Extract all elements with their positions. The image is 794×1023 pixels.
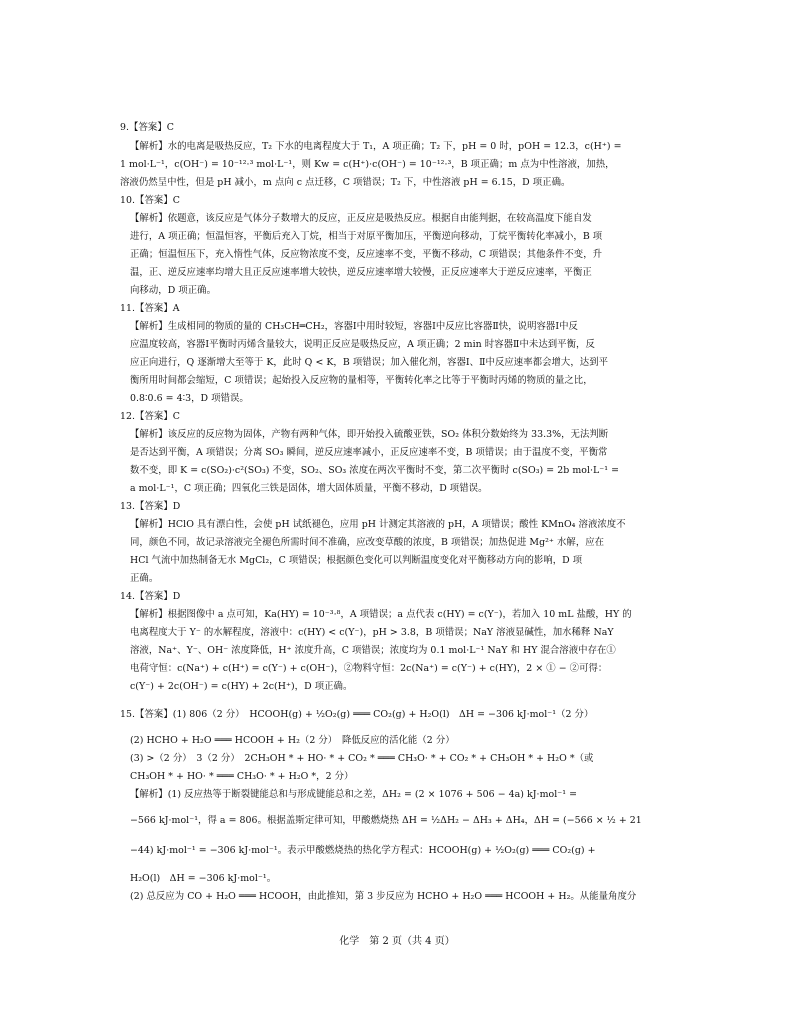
q11-analysis-line-2: 应温度较高，容器Ⅰ平衡时丙烯含量较大，说明正反应是吸热反应，A 项正确；2 min 时容器Ⅱ中未达到平衡，反: [130, 339, 595, 350]
q15-answer-line-4: CH₃OH * + HO· * ═══ CH₃O· * + H₂O *，2 分）: [130, 771, 354, 782]
q9-answer: 9.【答案】C: [120, 122, 174, 133]
q15-analysis-line-1: 【解析】(1) 反应热等于断裂键能总和与形成键能总和之差，ΔH₂ = (2 × 1076 + 506 − 4a) kJ·mol⁻¹ =: [130, 789, 578, 800]
q14-analysis-line-5: c(Y⁻) + 2c(OH⁻) = c(HY) + 2c(H⁺)，D 项正确。: [130, 681, 353, 692]
q11-analysis-line-1: 【解析】生成相同的物质的量的 CH₃CH═CH₂，容器Ⅰ中用时较短，容器Ⅰ中反应比容器Ⅱ快，说明容器Ⅰ中反: [130, 321, 578, 332]
q15-answer-line-2: (2) HCHO + H₂O ═══ HCOOH + H₂（2 分） 降低反应的活化能（2 分）: [130, 735, 455, 746]
q15-analysis-line-3: −44) kJ·mol⁻¹ = −306 kJ·mol⁻¹。表示甲酸燃烧热的热化学方程式：HCOOH(g) + ½O₂(g) ═══ CO₂(g) +: [130, 845, 596, 856]
q15-analysis-line-2: −566 kJ·mol⁻¹，得 a = 806。根据盖斯定律可知，甲酸燃烧热 ΔH = ½ΔH₂ − ΔH₃ + ΔH₄，ΔH = (−566 × ½ + 21: [130, 815, 642, 826]
q12-analysis-line-1: 【解析】该反应的反应物为固体，产物有两种气体，即开始投入硫酸亚铁，SO₂ 体积分数始终为 33.3%，无法判断: [130, 429, 609, 440]
q15-answer-line-1: 15.【答案】(1) 806（2 分） HCOOH(g) + ½O₂(g) ═══ CO₂(g) + H₂O(l) ΔH = −306 kJ·mol⁻¹（2 分）: [120, 709, 594, 720]
q14-analysis-line-4: 电荷守恒：c(Na⁺) + c(H⁺) = c(Y⁻) + c(OH⁻)，②物料守恒：2c(Na⁺) = c(Y⁻) + c(HY)，2 × ① − ②可得：: [130, 663, 608, 674]
q12-analysis-line-3: 数不变，即 K = c(SO₂)·c²(SO₃) 不变，SO₂、SO₃ 浓度在两次平衡时不变，第二次平衡时 c(SO₃) = 2b mol·L⁻¹ =: [130, 465, 620, 476]
q13-analysis-line-3: HCl 气流中加热制备无水 MgCl₂，C 项错误；根据颜色变化可以判断温度变化对平衡移动方向的影响，D 项: [130, 555, 583, 566]
q15-analysis-line-4: H₂O(l) ΔH = −306 kJ·mol⁻¹。: [130, 873, 277, 884]
q10-analysis-line-1: 【解析】依题意，该反应是气体分子数增大的反应，正反应是吸热反应。根据自由能判据，在较高温度下能自发: [130, 213, 592, 224]
q10-analysis-line-2: 进行，A 项正确；恒温恒容，平衡后充入丁烷，相当于对原平衡加压，平衡逆向移动，丁烷平衡转化率减小，B 项: [130, 231, 603, 242]
q11-analysis-line-4: 衡所用时间都会缩短，C 项错误；起始投入反应物的量相等，平衡转化率之比等于平衡时丙烯的物质的量之比，: [130, 375, 593, 386]
q10-analysis-line-4: 温，正、逆反应速率均增大且正反应速率增大较快，逆反应速率增大较慢，正反应速率大于逆反应速率，平衡正: [130, 267, 592, 278]
q9-analysis-line-1: 【解析】水的电离是吸热反应，T₂ 下水的电离程度大于 T₁，A 项正确；T₂ 下，pH = 0 时，pOH = 12.3，c(H⁺) =: [130, 141, 622, 152]
q12-analysis-line-4: a mol·L⁻¹，C 项正确；四氧化三铁是固体，增大固体质量，平衡不移动，D 项错误。: [130, 483, 488, 494]
page-footer: 化学 第 2 页（共 4 页）: [339, 936, 455, 947]
q14-analysis-line-2: 电离程度大于 Y⁻ 的水解程度，溶液中：c(HY) < c(Y⁻)，pH > 3.8，B 项错误；NaY 溶液显碱性，加水稀释 NaY: [130, 627, 614, 638]
q14-answer: 14.【答案】D: [120, 591, 181, 602]
q14-analysis-line-1: 【解析】根据图像中 a 点可知，Ka(HY) = 10⁻³·⁸，A 项错误；a 点代表 c(HY) = c(Y⁻)，若加入 10 mL 盐酸，HY 的: [130, 609, 632, 620]
q13-answer: 13.【答案】D: [120, 501, 181, 512]
q9-analysis-line-2: 1 mol·L⁻¹，c(OH⁻) = 10⁻¹²·³ mol·L⁻¹，则 Kw = c(H⁺)·c(OH⁻) = 10⁻¹²·³，B 项正确；m 点为中性溶液，加热，: [120, 159, 615, 170]
q9-analysis-line-3: 溶液仍然呈中性，但是 pH 减小，m 点向 c 点迁移，C 项错误；T₂ 下，中性溶液 pH = 6.15，D 项正确。: [120, 177, 571, 188]
q10-analysis-line-5: 向移动，D 项正确。: [130, 285, 216, 296]
q13-analysis-line-4: 正确。: [130, 573, 159, 584]
q15-analysis-line-5: (2) 总反应为 CO + H₂O ═══ HCOOH，由此推知，第 3 步反应为 HCHO + H₂O ═══ HCOOH + H₂。从能量角度分: [130, 891, 637, 902]
q11-answer: 11.【答案】A: [120, 303, 180, 314]
q15-answer-line-3: (3) >（2 分） 3（2 分） 2CH₃OH * + HO· * + CO₂ * ═══ CH₃O· * + CO₂ * + CH₃OH * + H₂O *（或: [130, 753, 594, 764]
q12-answer: 12.【答案】C: [120, 411, 180, 422]
q10-analysis-line-3: 正确；恒温恒压下，充入惰性气体，反应物浓度不变，反应速率不变，平衡不移动，C 项错误；其他条件不变，升: [130, 249, 603, 260]
q12-analysis-line-2: 是否达到平衡，A 项错误；分离 SO₃ 瞬间，逆反应速率减小，正反应速率不变，B 项错误；由于温度不变，平衡常: [130, 447, 608, 458]
q14-analysis-line-3: 溶液，Na⁺、Y⁻、OH⁻ 浓度降低，H⁺ 浓度升高，C 项错误；浓度均为 0.1 mol·L⁻¹ NaY 和 HY 混合溶液中存在①: [130, 645, 616, 656]
q13-analysis-line-1: 【解析】HClO 具有漂白性，会使 pH 试纸褪色，应用 pH 计测定其溶液的 pH，A 项错误；酸性 KMnO₄ 溶液浓度不: [130, 519, 626, 530]
q11-analysis-line-5: 0.8∶0.6 = 4∶3，D 项错误。: [130, 393, 249, 404]
q13-analysis-line-2: 同，颜色不同，故记录溶液完全褪色所需时间不准确，应改变草酸的浓度，B 项错误；加热促进 Mg²⁺ 水解，应在: [130, 537, 605, 548]
q10-answer: 10.【答案】C: [120, 195, 180, 206]
q11-analysis-line-3: 应正向进行，Q 逐渐增大至等于 K，此时 Q < K，B 项错误；加入催化剂，容器Ⅰ、Ⅱ中反应速率都会增大，达到平: [130, 357, 609, 368]
